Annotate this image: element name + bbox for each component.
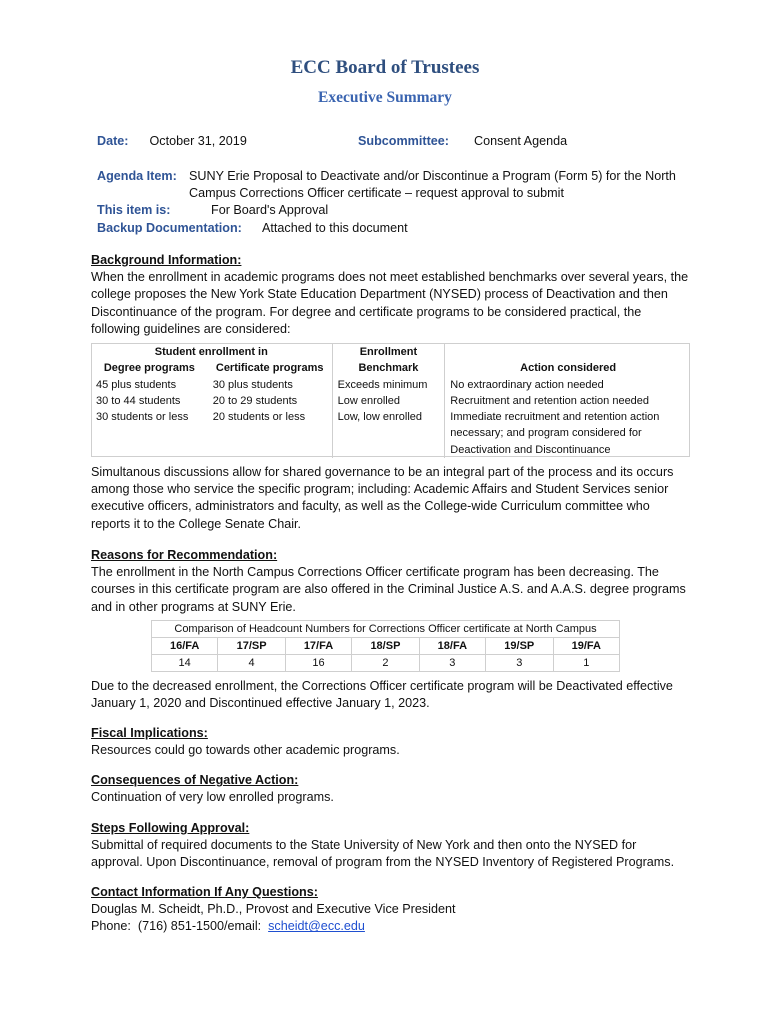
- reasons-heading: Reasons for Recommendation:: [91, 548, 278, 562]
- action-header: Action considered: [445, 360, 691, 376]
- subcommittee-value: Consent Agenda: [473, 134, 568, 148]
- term-cell: 19/FA: [553, 638, 619, 655]
- document-title: ECC Board of Trustees: [290, 57, 480, 78]
- backup-value: Attached to this document: [262, 221, 408, 235]
- benchmark-cell: Low, low enrolled: [332, 409, 445, 458]
- contact-section: [91, 884, 691, 936]
- count-cell: 16: [285, 655, 351, 672]
- degree-cell: 45 plus students: [96, 378, 177, 391]
- date-row: [97, 133, 247, 150]
- certificate-cell: 30 plus students: [212, 378, 293, 391]
- reasons-text: The enrollment in the North Campus Corrections Officer certificate program has been decreasing. The courses in this certificate program are also offered in the Criminal Justice A.S. and A.A.S. degree programs and in other programs at SUNY Erie.: [91, 565, 686, 614]
- consequences-heading: Consequences of Negative Action:: [91, 773, 299, 787]
- fiscal-text: Resources could go towards other academic programs.: [91, 743, 400, 758]
- steps-heading: Steps Following Approval:: [91, 821, 250, 835]
- action-cell: Immediate recruitment and retention action necessary; and program considered for Deactivation and Discontinuance: [445, 409, 691, 458]
- benchmark-header-2: Benchmark: [332, 360, 445, 376]
- term-cell: 17/SP: [218, 638, 286, 655]
- item-is-value: For Board's Approval: [211, 203, 329, 217]
- term-cell: 18/SP: [352, 638, 420, 655]
- count-cell: 14: [152, 655, 218, 672]
- conclusion-text: Due to the decreased enrollment, the Corrections Officer certificate program will be Deactivated effective January 1, 2020 and Discontinued effective January 1, 2023.: [91, 679, 673, 711]
- fiscal-section: [91, 725, 691, 759]
- background-text: When the enrollment in academic programs does not meet established benchmarks over several years, the college proposes the New York State Education Department (NYSED) process of Deactivation and then Discontinuance of the program. For degree and certificate programs to be considered practical, the following guidelines are considered:: [91, 270, 689, 336]
- consequences-text: Continuation of very low enrolled programs.: [91, 790, 334, 805]
- contact-phone: Phone: (716) 851-1500/email:: [91, 919, 269, 934]
- contact-phone-line: [91, 918, 691, 935]
- certificate-header: Certificate programs: [215, 362, 324, 375]
- certificate-cell: 20 students or less: [212, 411, 306, 424]
- enrollment-guidelines-table: [91, 343, 691, 458]
- count-cell: 1: [553, 655, 619, 672]
- steps-section: [91, 820, 691, 872]
- term-cell: 17/FA: [285, 638, 351, 655]
- table-row: [91, 409, 691, 458]
- agenda-label: Agenda Item:: [97, 169, 177, 183]
- count-cell: 4: [218, 655, 286, 672]
- headcount-table: [151, 620, 620, 672]
- governance-text: Simultanous discussions allow for shared governance to be an integral part of the process and its occurs among those who service the specific program; including: Academic Affairs and Student Services senior executive officers, administrators and faculty, as well as the College-wide Curriculum committee who reports it to the College Senate Chair.: [91, 465, 674, 531]
- term-cell: 16/FA: [152, 638, 218, 655]
- background-section: [91, 252, 691, 338]
- consequences-section: [91, 772, 691, 806]
- group-header: Student enrollment in: [154, 346, 268, 358]
- backup-label: Backup Documentation:: [97, 221, 242, 235]
- fiscal-heading: Fiscal Implications:: [91, 726, 208, 740]
- contact-email-link[interactable]: scheidt@ecc.edu: [268, 919, 365, 934]
- term-cell: 19/SP: [485, 638, 553, 655]
- degree-cell: 30 students or less: [96, 411, 189, 424]
- benchmark-cell: Exceeds minimum: [332, 377, 445, 393]
- benchmark-cell: Low enrolled: [332, 393, 445, 409]
- table-row: [91, 393, 691, 409]
- subcommittee-row: [358, 133, 567, 150]
- headcount-caption: Comparison of Headcount Numbers for Corrections Officer certificate at North Campus: [152, 621, 620, 638]
- subcommittee-label: Subcommittee:: [358, 134, 449, 148]
- action-cell: No extraordinary action needed: [445, 377, 691, 393]
- degree-cell: 30 to 44 students: [96, 394, 181, 407]
- reasons-section: [91, 547, 691, 616]
- benchmark-header-1: Enrollment: [332, 343, 445, 360]
- action-cell: Recruitment and retention action needed: [445, 393, 691, 409]
- count-cell: 3: [485, 655, 553, 672]
- steps-text: Submittal of required documents to the State University of New York and then onto the NYSED for approval. Upon Discontinuance, removal of program from the NYSED Inventory of Registered Programs.: [91, 838, 675, 870]
- agenda-line-1: SUNY Erie Proposal to Deactivate and/or Discontinue a Program (Form 5) for the North: [189, 169, 676, 183]
- table-row: [91, 377, 691, 393]
- document-subtitle: Executive Summary: [318, 89, 452, 106]
- count-cell: 2: [352, 655, 420, 672]
- contact-name: Douglas M. Scheidt, Ph.D., Provost and Executive Vice President: [91, 902, 456, 917]
- count-cell: 3: [419, 655, 485, 672]
- date-value: October 31, 2019: [149, 134, 247, 148]
- term-cell: 18/FA: [419, 638, 485, 655]
- contact-heading: Contact Information If Any Questions:: [91, 885, 318, 899]
- certificate-cell: 20 to 29 students: [212, 394, 298, 407]
- background-heading: Background Information:: [91, 253, 242, 267]
- degree-header: Degree programs: [103, 362, 195, 375]
- date-label: Date:: [97, 134, 129, 148]
- agenda-line-2: Campus Corrections Officer certificate – request approval to submit: [189, 186, 564, 200]
- item-is-label: This item is:: [97, 203, 171, 217]
